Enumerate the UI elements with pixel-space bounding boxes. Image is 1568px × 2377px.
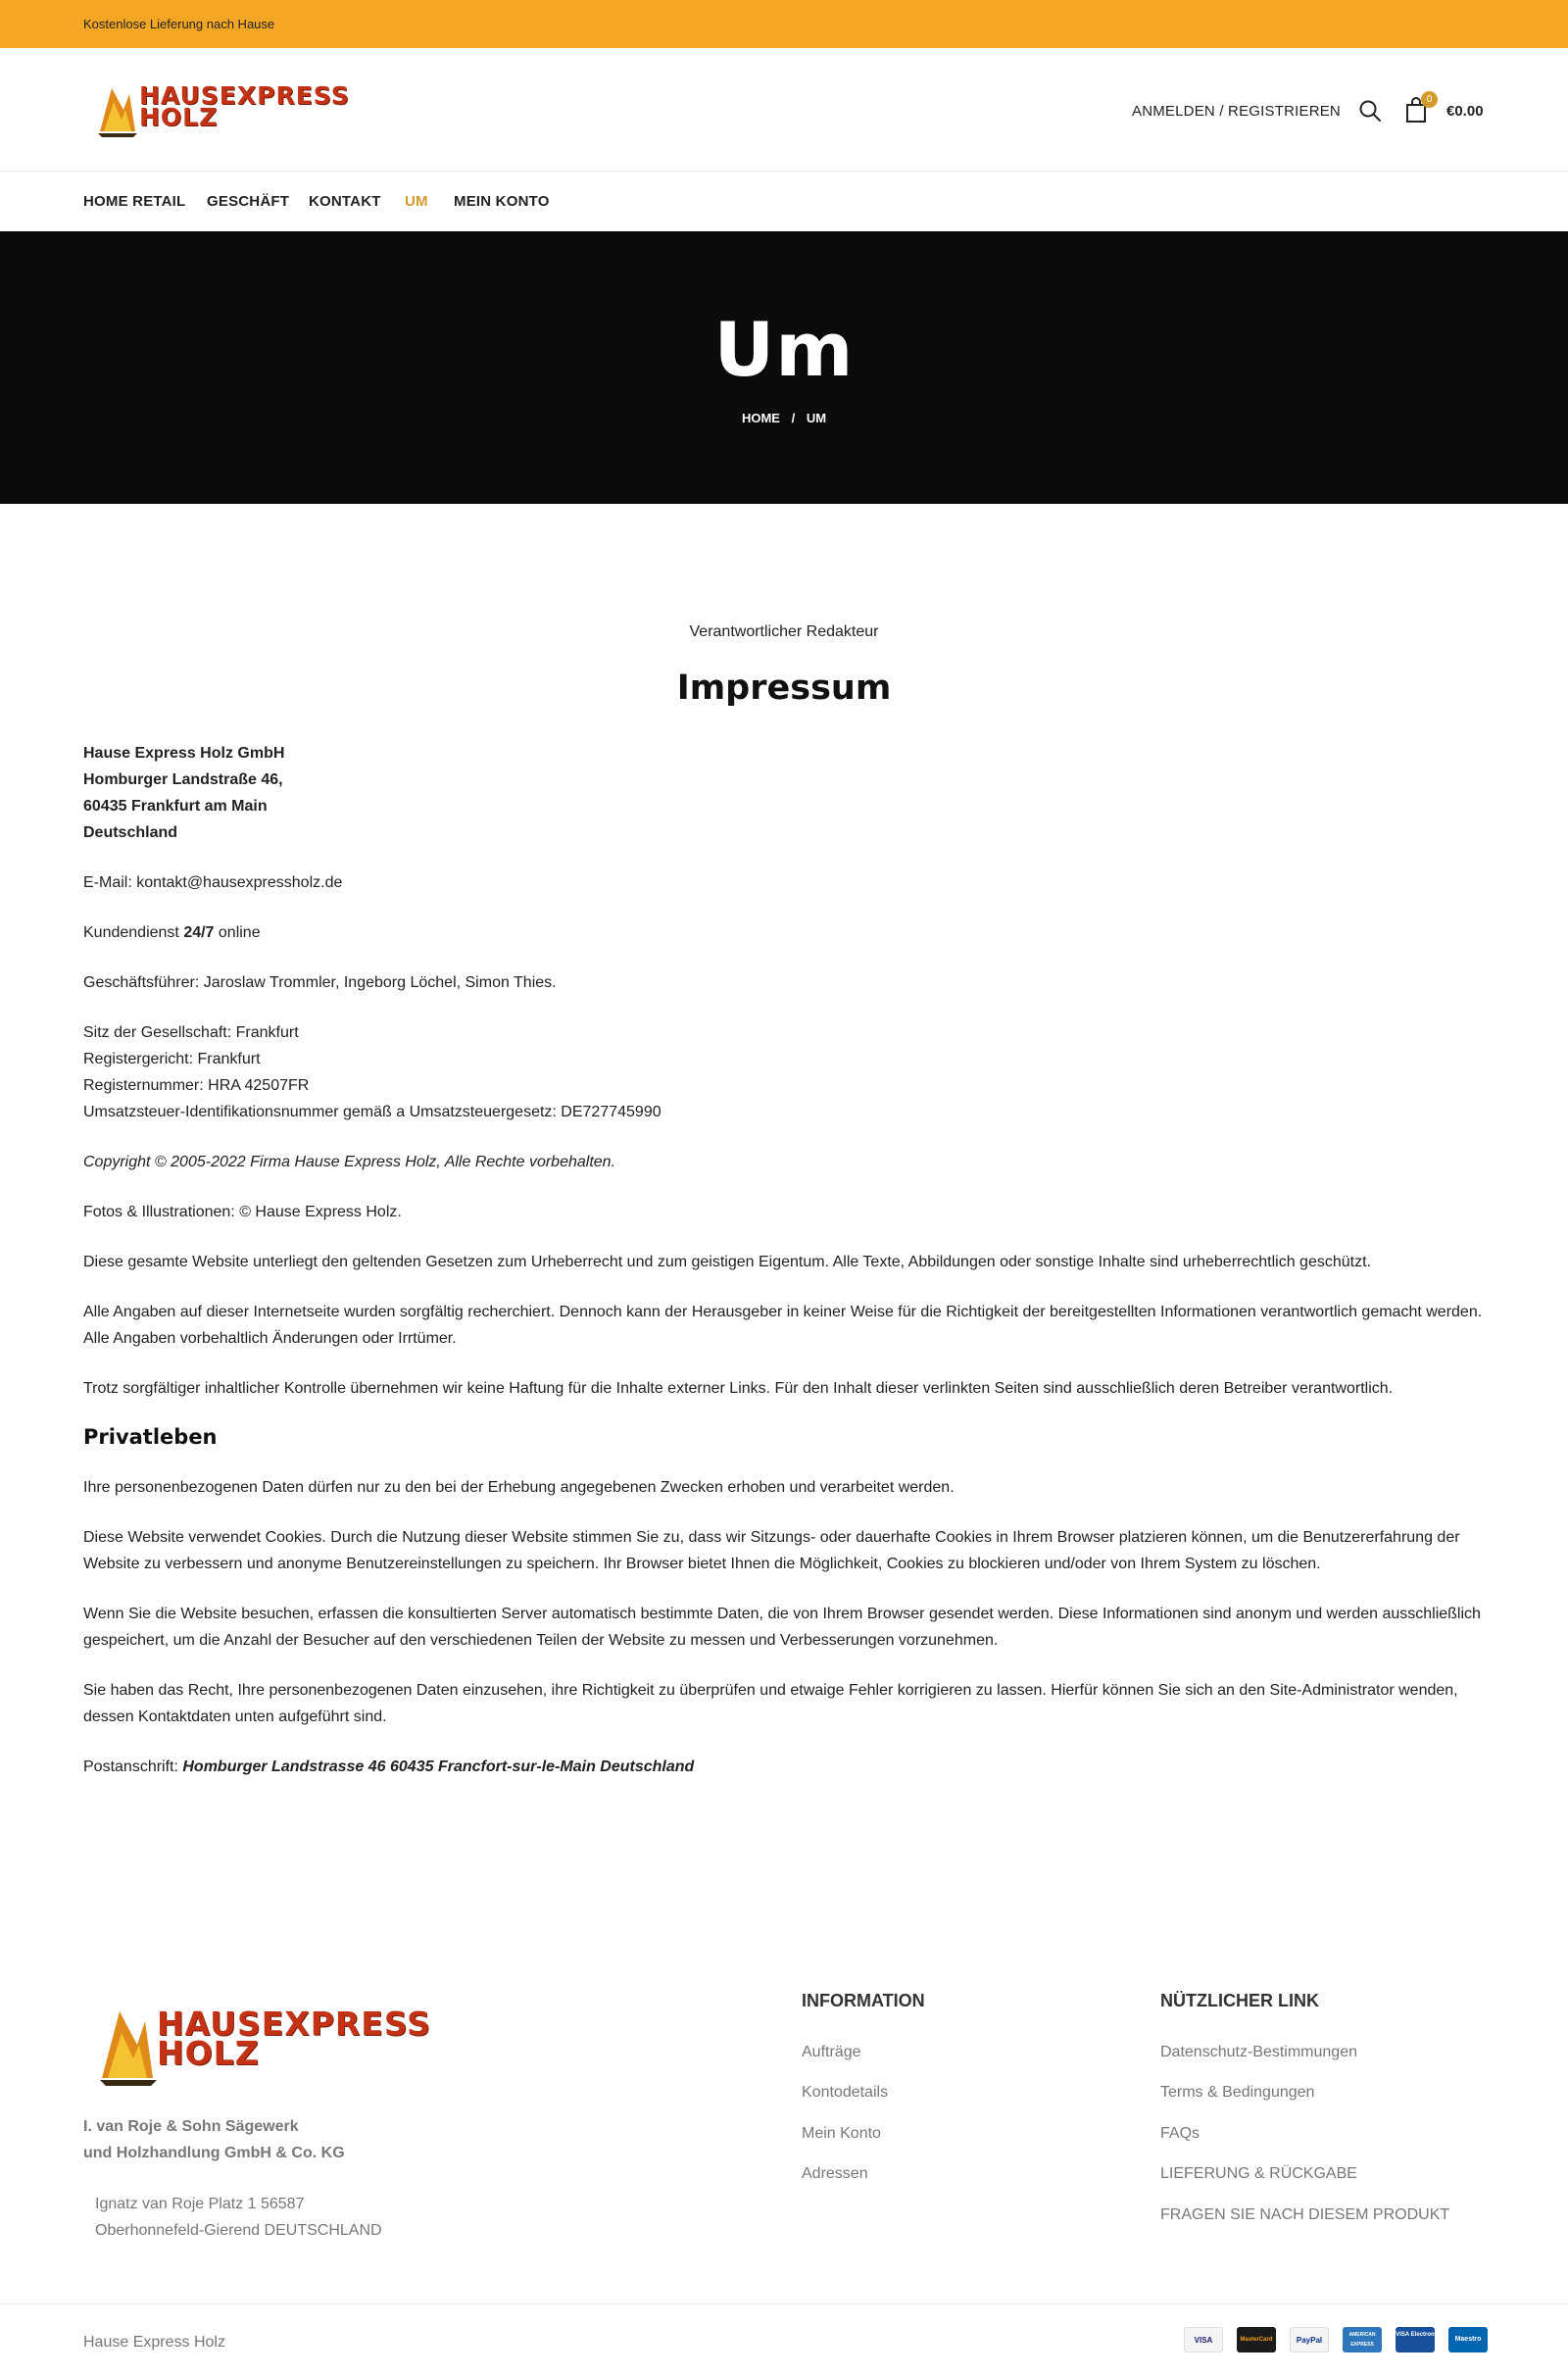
nav-kontakt[interactable]: KONTAKT	[309, 193, 381, 210]
privacy-paragraph-2: Diese Website verwendet Cookies. Durch die Nutzung dieser Website stimmen Sie zu, dass wir Sitzungs- oder dauerhafte Cookies in Ihrem Browser platzieren können, um die Benutzererfahrung der Website zu verbessern und anonyme Benutzereinstellungen zu speichern. Ihr Browser bietet Ihnen die Möglichkeit, Cookies zu blockieren und/oder von Ihrem System zu löschen.	[83, 1529, 1460, 1572]
footer-link-fragen[interactable]: FRAGEN SIE NACH DIESEM PRODUKT	[1160, 2206, 1450, 2223]
page-title-banner	[0, 231, 1568, 504]
footer-copyright: Hause Express Holz	[83, 2334, 225, 2351]
section-title: Impressum	[676, 669, 892, 708]
announcement-bar	[0, 0, 1568, 48]
disclaimer-paragraph: Alle Angaben auf dieser Internetseite wurden sorgfältig recherchiert. Dennoch kann der Herausgeber in keiner Weise für die Richtigkeit der bereitgestellten Informationen verantwortlich gemacht werden. Alle Angaben vorbehaltlich Änderungen oder Irrtümer.	[83, 1304, 1483, 1347]
privacy-paragraph-1: Ihre personenbezogenen Daten dürfen nur zu den bei der Erhebung angegebenen Zwecken erhoben und verarbeitet werden.	[83, 1479, 955, 1496]
footer-link-kontodetails[interactable]: Kontodetails	[802, 2084, 889, 2101]
footer-link-auftraege[interactable]: Aufträge	[802, 2044, 861, 2060]
footer-link-datenschutz[interactable]: Datenschutz-Bestimmungen	[1160, 2044, 1357, 2060]
managing-directors: Geschäftsführer: Jaroslaw Trommler, Ingeborg Löchel, Simon Thies.	[83, 974, 557, 991]
section-eyebrow: Verantwortlicher Redakteur	[689, 623, 879, 640]
privacy-paragraph-3: Wenn Sie die Website besuchen, erfassen die konsultierten Server automatisch bestimmte Daten, die von Ihrem Browser gesendet werden. Diese Informationen sind anonym und werden ausschließlich gespeichert, um die Anzahl der Besucher auf den verschiedenen Teilen der Website zu messen und Verbesserungen vorzunehmen.	[83, 1606, 1481, 1649]
nav-home-retail[interactable]: HOME RETAIL	[83, 193, 186, 210]
announcement-text: Kostenlose Lieferung nach Hause	[83, 17, 275, 31]
external-links-paragraph: Trotz sorgfältiger inhaltlicher Kontrolle übernehmen wir keine Haftung für die Inhalte externer Links. Für den Inhalt dieser verlinkten Seiten sind ausschließlich deren Betreiber verantwortlich.	[83, 1380, 1394, 1397]
customer-service: Kundendienst 24/7 online	[83, 924, 261, 941]
footer-logo[interactable]	[94, 2000, 486, 2088]
breadcrumb-current: UM	[806, 411, 827, 425]
photo-credits: Fotos & Illustrationen: © Hause Express Holz.	[83, 1204, 402, 1220]
footer-company-name: I. van Roje & Sohn Sägewerk und Holzhandlung GmbH & Co. KG	[83, 2118, 345, 2161]
footer-logo-text: HAUSEXPRESS HOLZ	[157, 2005, 431, 2072]
privacy-heading: Privatleben	[83, 1425, 218, 1449]
search-icon[interactable]	[1358, 99, 1382, 123]
copyright-paragraph: Diese gesamte Website unterliegt den geltenden Gesetzen zum Urheberrecht und zum geistigen Eigentum. Alle Texte, Abbildungen oder sonstige Inhalte sind urheberrechtlich geschützt.	[83, 1254, 1371, 1270]
privacy-paragraph-4: Sie haben das Recht, Ihre personenbezogenen Daten einzusehen, ihre Richtigkeit zu überprüfen und etwaige Fehler korrigieren zu lassen. Hierfür können Sie sich an den Site-Administrator wenden, dessen Kontaktdaten unten aufgeführt sind.	[83, 1682, 1458, 1725]
maestro-icon: Maestro	[1448, 2327, 1488, 2352]
copyright-note: Copyright © 2005-2022 Firma Hause Express Holz, Alle Rechte vorbehalten.	[83, 1154, 616, 1170]
american-express-icon: AMERICAN EXPRESS	[1343, 2327, 1382, 2352]
registry-info: Sitz der Gesellschaft: Frankfurt Registergericht: Frankfurt Registernummer: HRA 42507FR Umsatzsteuer-Identifikationsnummer gemäß a Umsatzsteuergesetz: DE727745990	[83, 1024, 662, 1120]
company-address: Hause Express Holz GmbH Homburger Landstraße 46, 60435 Frankfurt am Main Deutschland	[83, 745, 285, 841]
footer-link-terms[interactable]: Terms & Bedingungen	[1160, 2084, 1315, 2101]
visa-electron-icon: VISA Electron	[1396, 2327, 1435, 2352]
nav-um[interactable]: UM	[405, 193, 428, 210]
main-navigation	[0, 173, 1568, 231]
logo-text: HAUSEXPRESS HOLZ	[139, 81, 350, 131]
site-logo[interactable]	[94, 80, 372, 137]
cart-count-badge: 0	[1421, 91, 1438, 108]
footer-link-mein-konto[interactable]: Mein Konto	[802, 2125, 881, 2142]
site-header	[0, 48, 1568, 172]
footer-address: Ignatz van Roje Platz 1 56587 Oberhonnefeld-Gierend DEUTSCHLAND	[95, 2196, 382, 2239]
breadcrumb-home[interactable]: HOME	[741, 411, 780, 425]
footer-link-adressen[interactable]: Adressen	[802, 2165, 868, 2182]
cart-total[interactable]: €0.00	[1446, 103, 1484, 120]
footer-bottom-bar	[0, 2303, 1568, 2377]
visa-icon: VISA	[1184, 2327, 1223, 2352]
nav-mein-konto[interactable]: MEIN KONTO	[454, 193, 550, 210]
mastercard-icon: MasterCard	[1237, 2327, 1276, 2352]
nav-geschaeft[interactable]: GESCHÄFT	[207, 193, 290, 210]
breadcrumb-separator: /	[791, 411, 796, 425]
paypal-icon: PayPal	[1290, 2327, 1329, 2352]
postal-address: Postanschrift: Homburger Landstrasse 46 60435 Francfort-sur-le-Main Deutschland	[83, 1758, 695, 1775]
footer-link-lieferung[interactable]: LIEFERUNG & RÜCKGABE	[1160, 2165, 1357, 2182]
breadcrumb	[0, 411, 1568, 425]
footer-useful-links-heading: NÜTZLICHER LINK	[1160, 1991, 1319, 2010]
login-register-link[interactable]: ANMELDEN / REGISTRIEREN	[1132, 103, 1341, 120]
footer-information-heading: INFORMATION	[802, 1991, 925, 2010]
footer-link-faqs[interactable]: FAQs	[1160, 2125, 1200, 2142]
contact-email: E-Mail: kontakt@hausexpressholz.de	[83, 874, 343, 891]
page-title: Um	[713, 306, 855, 393]
